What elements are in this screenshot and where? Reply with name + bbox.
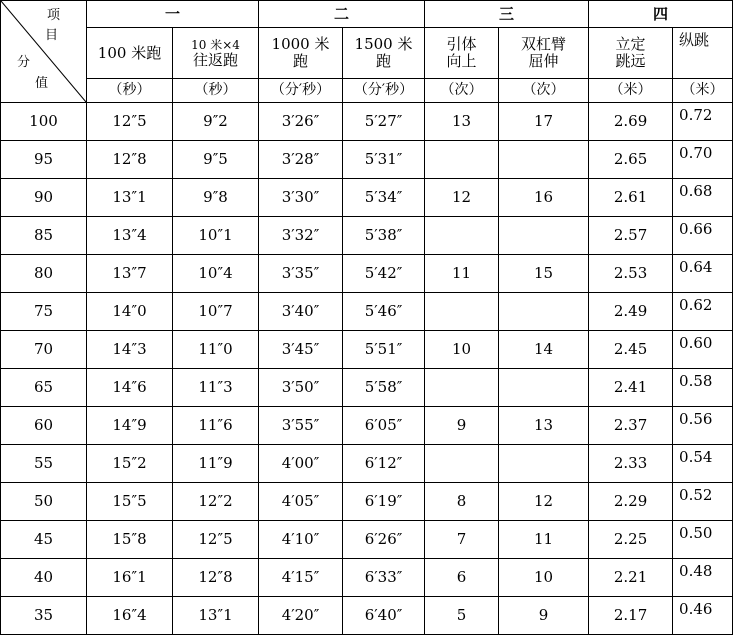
unit-row — [1, 79, 733, 103]
value-cell: 17 — [499, 103, 589, 141]
value-cell: 6′40″ — [343, 597, 425, 635]
score-cell: 35 — [1, 597, 87, 635]
value-cell: 16 — [499, 179, 589, 217]
value-cell — [499, 369, 589, 407]
score-cell: 50 — [1, 483, 87, 521]
value-cell: 11 — [425, 255, 499, 293]
column-name-text: 立定 — [615, 35, 646, 53]
score-cell: 65 — [1, 369, 87, 407]
score-cell: 40 — [1, 559, 87, 597]
value-cell: 0.72 — [673, 103, 733, 141]
value-cell: 10″1 — [173, 217, 259, 255]
value-cell: 13″4 — [87, 217, 173, 255]
value-cell: 15″5 — [87, 483, 173, 521]
value-cell: 0.62 — [673, 293, 733, 331]
value-cell: 2.53 — [589, 255, 673, 293]
table-row — [1, 217, 733, 255]
table-row — [1, 293, 733, 331]
value-cell: 11 — [499, 521, 589, 559]
value-cell: 0.52 — [673, 483, 733, 521]
value-cell: 2.17 — [589, 597, 673, 635]
column-name-shuttle — [173, 28, 259, 79]
column-name-long-jump — [589, 28, 673, 79]
unit-cell: （次） — [499, 79, 589, 103]
value-cell: 12″8 — [173, 559, 259, 597]
value-cell: 2.41 — [589, 369, 673, 407]
unit-cell: （秒） — [173, 79, 259, 103]
column-name-text: 双杠臂 — [521, 35, 567, 53]
value-cell: 13 — [499, 407, 589, 445]
value-cell — [425, 369, 499, 407]
column-name-pullup — [425, 28, 499, 79]
column-name-text: 跑 — [376, 52, 392, 70]
column-name-100m — [87, 28, 173, 79]
value-cell: 2.45 — [589, 331, 673, 369]
value-cell: 13″7 — [87, 255, 173, 293]
value-cell: 5′51″ — [343, 331, 425, 369]
score-cell: 75 — [1, 293, 87, 331]
value-cell: 5′27″ — [343, 103, 425, 141]
value-cell: 0.64 — [673, 255, 733, 293]
value-cell: 7 — [425, 521, 499, 559]
value-cell: 11″0 — [173, 331, 259, 369]
value-cell: 2.37 — [589, 407, 673, 445]
value-cell: 11″6 — [173, 407, 259, 445]
value-cell: 14″9 — [87, 407, 173, 445]
value-cell: 6′26″ — [343, 521, 425, 559]
value-cell: 6′05″ — [343, 407, 425, 445]
score-cell: 60 — [1, 407, 87, 445]
value-cell — [499, 293, 589, 331]
table-row — [1, 407, 733, 445]
table-row — [1, 521, 733, 559]
value-cell: 10 — [425, 331, 499, 369]
value-cell — [425, 217, 499, 255]
value-cell: 3′40″ — [259, 293, 343, 331]
value-cell: 6′19″ — [343, 483, 425, 521]
value-cell: 14″6 — [87, 369, 173, 407]
value-cell: 12 — [425, 179, 499, 217]
value-cell: 14 — [499, 331, 589, 369]
value-cell: 5′46″ — [343, 293, 425, 331]
value-cell: 3′26″ — [259, 103, 343, 141]
value-cell: 11″3 — [173, 369, 259, 407]
value-cell: 2.25 — [589, 521, 673, 559]
value-cell: 2.65 — [589, 141, 673, 179]
value-cell: 2.21 — [589, 559, 673, 597]
value-cell: 9″2 — [173, 103, 259, 141]
value-cell: 2.33 — [589, 445, 673, 483]
value-cell: 4′15″ — [259, 559, 343, 597]
value-cell — [499, 445, 589, 483]
value-cell: 3′45″ — [259, 331, 343, 369]
value-cell: 13″1 — [87, 179, 173, 217]
value-cell: 4′10″ — [259, 521, 343, 559]
unit-cell: （分′秒） — [259, 79, 343, 103]
group-header-2: 二 — [259, 1, 425, 28]
value-cell: 12″5 — [173, 521, 259, 559]
group-header-3: 三 — [425, 1, 589, 28]
corner-label-item-2: 目 — [45, 28, 59, 43]
value-cell: 16″1 — [87, 559, 173, 597]
table-row — [1, 369, 733, 407]
column-name-vertical-jump — [673, 28, 733, 79]
value-cell: 12″2 — [173, 483, 259, 521]
value-cell: 13″1 — [173, 597, 259, 635]
value-cell: 10″7 — [173, 293, 259, 331]
column-name-text: 纵跳 — [679, 31, 710, 49]
value-cell: 3′32″ — [259, 217, 343, 255]
column-name-text: 跳远 — [615, 52, 646, 70]
unit-cell: （次） — [425, 79, 499, 103]
value-cell: 5′38″ — [343, 217, 425, 255]
value-cell: 12 — [499, 483, 589, 521]
value-cell: 0.48 — [673, 559, 733, 597]
value-cell: 2.69 — [589, 103, 673, 141]
value-cell: 15 — [499, 255, 589, 293]
value-cell: 15″2 — [87, 445, 173, 483]
value-cell: 9 — [499, 597, 589, 635]
value-cell: 4′20″ — [259, 597, 343, 635]
column-name-1000m — [259, 28, 343, 79]
value-cell: 12″8 — [87, 141, 173, 179]
column-name-1500m — [343, 28, 425, 79]
value-cell — [425, 141, 499, 179]
table-row — [1, 559, 733, 597]
value-cell: 5′31″ — [343, 141, 425, 179]
unit-cell: （米） — [589, 79, 673, 103]
value-cell: 4′05″ — [259, 483, 343, 521]
score-cell: 95 — [1, 141, 87, 179]
value-cell: 2.61 — [589, 179, 673, 217]
score-cell: 55 — [1, 445, 87, 483]
table-row — [1, 255, 733, 293]
value-cell — [499, 141, 589, 179]
value-cell: 3′55″ — [259, 407, 343, 445]
score-cell: 90 — [1, 179, 87, 217]
value-cell: 15″8 — [87, 521, 173, 559]
score-cell: 85 — [1, 217, 87, 255]
value-cell: 6′12″ — [343, 445, 425, 483]
table-row — [1, 331, 733, 369]
corner-cell — [1, 1, 87, 103]
unit-cell: （分′秒） — [343, 79, 425, 103]
column-name-text: 100 米跑 — [97, 43, 162, 62]
value-cell: 9 — [425, 407, 499, 445]
value-cell: 4′00″ — [259, 445, 343, 483]
value-cell: 14″3 — [87, 331, 173, 369]
value-cell: 9″8 — [173, 179, 259, 217]
column-name-text: 向上 — [446, 52, 477, 70]
value-cell: 0.68 — [673, 179, 733, 217]
corner-label-item-1: 项 — [47, 8, 61, 23]
value-cell: 3′28″ — [259, 141, 343, 179]
column-name-small-text: 10 米×4 — [191, 37, 240, 52]
value-cell: 5′34″ — [343, 179, 425, 217]
value-cell: 5 — [425, 597, 499, 635]
value-cell: 6′33″ — [343, 559, 425, 597]
value-cell: 11″9 — [173, 445, 259, 483]
value-cell: 2.29 — [589, 483, 673, 521]
table-row — [1, 445, 733, 483]
group-header-row — [1, 1, 733, 28]
column-name-text: 引体 — [446, 35, 477, 53]
value-cell: 6 — [425, 559, 499, 597]
column-name-text: 往返跑 — [193, 50, 239, 69]
table-row — [1, 179, 733, 217]
table-row — [1, 483, 733, 521]
value-cell: 0.60 — [673, 331, 733, 369]
column-name-text: 屈伸 — [528, 52, 559, 70]
score-cell: 80 — [1, 255, 87, 293]
column-name-text: 1500 米 — [354, 35, 413, 53]
value-cell: 12″5 — [87, 103, 173, 141]
table-row — [1, 597, 733, 635]
table-row — [1, 103, 733, 141]
value-cell: 10″4 — [173, 255, 259, 293]
group-header-4: 四 — [589, 1, 733, 28]
corner-label-score-1: 分 — [17, 55, 31, 70]
value-cell: 3′50″ — [259, 369, 343, 407]
value-cell: 0.50 — [673, 521, 733, 559]
value-cell: 0.46 — [673, 597, 733, 635]
value-cell: 0.56 — [673, 407, 733, 445]
corner-label-score-2: 值 — [35, 76, 49, 91]
value-cell: 0.66 — [673, 217, 733, 255]
score-cell: 70 — [1, 331, 87, 369]
table-row — [1, 141, 733, 179]
column-name-text: 跑 — [293, 52, 309, 70]
group-header-1: 一 — [87, 1, 259, 28]
column-name-dips — [499, 28, 589, 79]
value-cell: 3′30″ — [259, 179, 343, 217]
score-cell: 45 — [1, 521, 87, 559]
value-cell: 0.70 — [673, 141, 733, 179]
value-cell: 2.49 — [589, 293, 673, 331]
value-cell: 8 — [425, 483, 499, 521]
value-cell — [425, 445, 499, 483]
value-cell — [499, 217, 589, 255]
value-cell: 9″5 — [173, 141, 259, 179]
value-cell: 3′35″ — [259, 255, 343, 293]
value-cell: 0.54 — [673, 445, 733, 483]
value-cell — [425, 293, 499, 331]
value-cell: 2.57 — [589, 217, 673, 255]
value-cell: 0.58 — [673, 369, 733, 407]
value-cell: 5′58″ — [343, 369, 425, 407]
column-name-row — [1, 28, 733, 79]
unit-cell: （秒） — [87, 79, 173, 103]
value-cell: 16″4 — [87, 597, 173, 635]
value-cell: 10 — [499, 559, 589, 597]
column-name-text: 1000 米 — [271, 35, 330, 53]
score-cell: 100 — [1, 103, 87, 141]
unit-cell: （米） — [673, 79, 733, 103]
value-cell: 5′42″ — [343, 255, 425, 293]
value-cell: 14″0 — [87, 293, 173, 331]
value-cell: 13 — [425, 103, 499, 141]
